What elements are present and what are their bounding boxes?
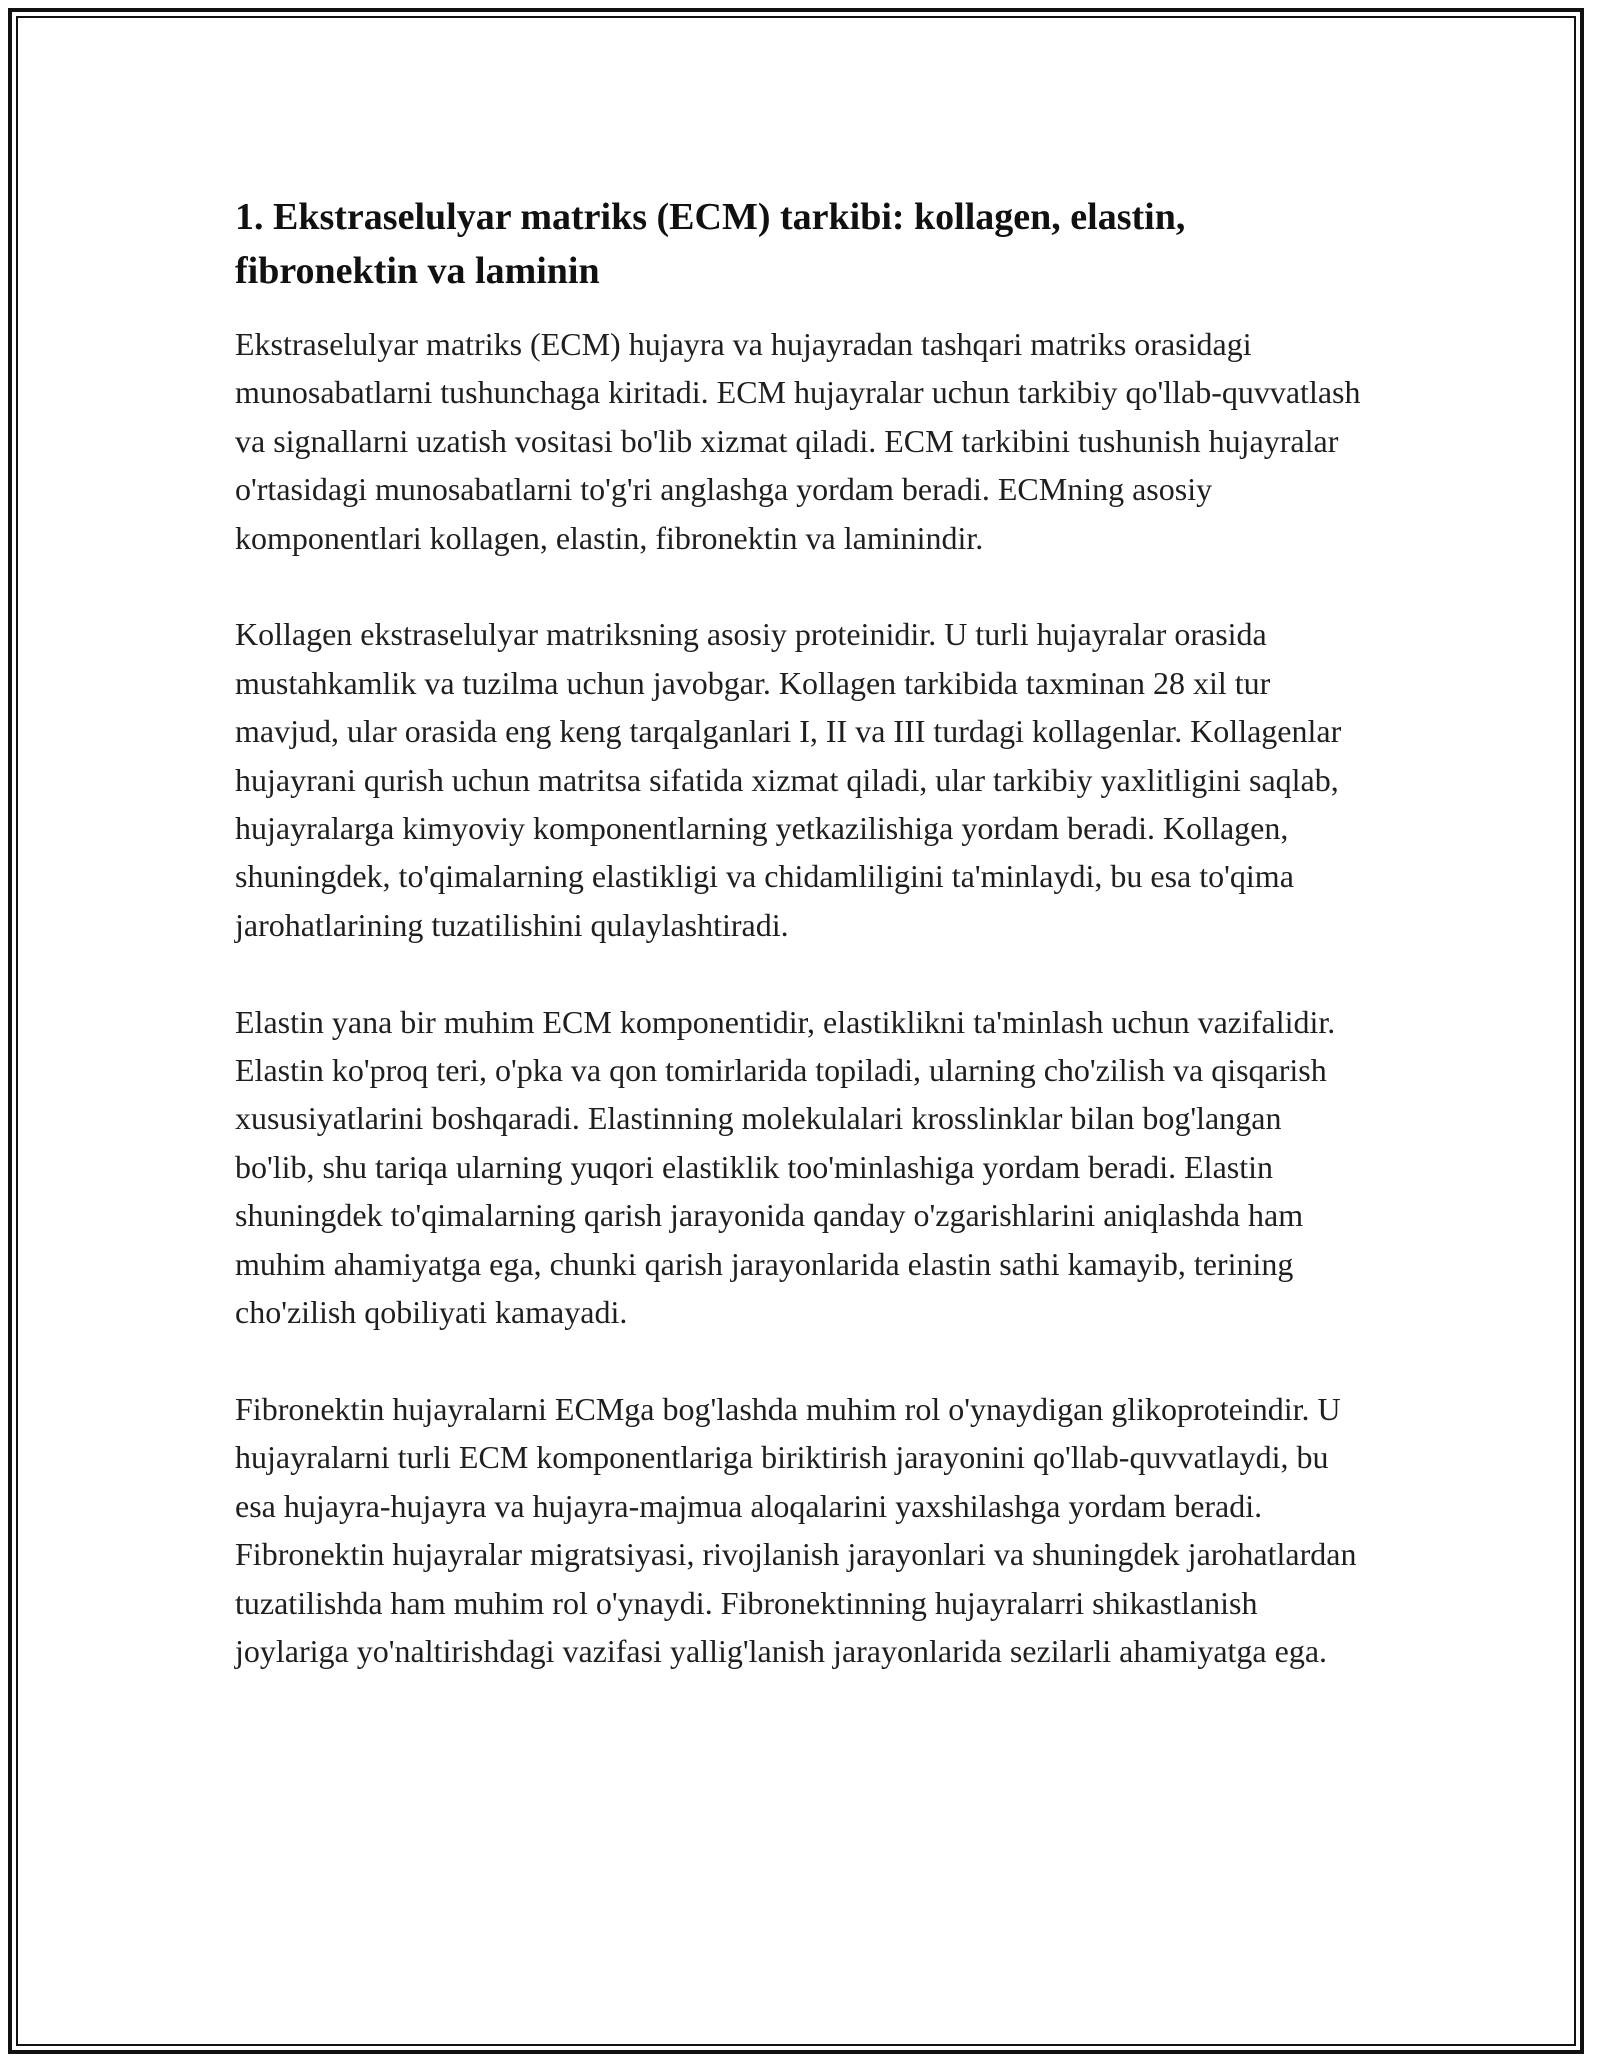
- paragraph-ecm-intro: Ekstraselulyar matriks (ECM) hujayra va hujayradan tashqari matriks orasidagi munosabatlarni tushunchaga kiritadi. ECM hujayralar uchun tarkibiy qo'llab-quvvatlash va signallarni uzatish vositasi bo'lib xizmat qiladi. ECM tarkibini tushunish hujayralar o'rtasidagi munosabatlarni to'g'ri anglashga yordam beradi. ECMning asosiy komponentlari kollagen, elastin, fibronektin va laminindir.: [235, 326, 1361, 556]
- paragraph-fibronectin: Fibronektin hujayralarni ECMga bog'lashda muhim rol o'ynaydigan glikoproteindir. U hujayralarni turli ECM komponentlariga biriktirish jarayonini qo'llab-quvvatlaydi, bu esa hujayra-hujayra va hujayra-majmua aloqalarini yaxshilashga yordam beradi. Fibronektin hujayralar migratsiyasi, rivojlanish jarayonlari va shuningdek jarohatlardan tuzatilishda ham muhim rol o'ynaydi. Fibronektinning hujayralarri shikastlanish joylariga yo'naltirishdagi vazifasi yallig'lanish jarayonlarida sezilarli ahamiyatga ega.: [235, 1390, 1357, 1669]
- paragraph-elastin: Elastin yana bir muhim ECM komponentidir, elastiklikni ta'minlash uchun vazifalidir. Elastin ko'proq teri, o'pka va qon tomirlarida topiladi, ularning cho'zilish va qisqarish xususiyatlarini boshqaradi. Elastinning molekulalari krosslinklar bilan bog'langan bo'lib, shu tariqa ularning yuqori elastiklik too'minlashiga yordam beradi. Elastin shuningdek to'qimalarning qarish jarayonida qanday o'zgarishlarini aniqlashda ham muhim ahamiyatga ega, chunki qarish jarayonlarida elastin sathi kamayib, terining cho'zilish qobiliyati kamayadi.: [235, 1003, 1336, 1331]
- document-body: [235, 190, 1365, 1675]
- paragraph-collagen: Kollagen ekstraselulyar matriksning asosiy proteinidir. U turli hujayralar orasida mustahkamlik va tuzilma uchun javobgar. Kollagen tarkibida taxminan 28 xil tur mavjud, ular orasida eng keng tarqalganlari I, II va III turdagi kollagenlar. Kollagenlar hujayrani qurish uchun matritsa sifatida xizmat qiladi, ular tarkibiy yaxlitligini saqlab, hujayralarga kimyoviy komponentlarning yetkazilishiga yordam beradi. Kollagen, shuningdek, to'qimalarning elastikligi va chidamliligini ta'minlaydi, bu esa to'qima jarohatlarining tuzatilishini qulaylashtiradi.: [235, 616, 1342, 943]
- section-heading: 1. Ekstraselulyar matriks (ECM) tarkibi: kollagen, elastin, fibronektin va laminin: [235, 196, 1186, 292]
